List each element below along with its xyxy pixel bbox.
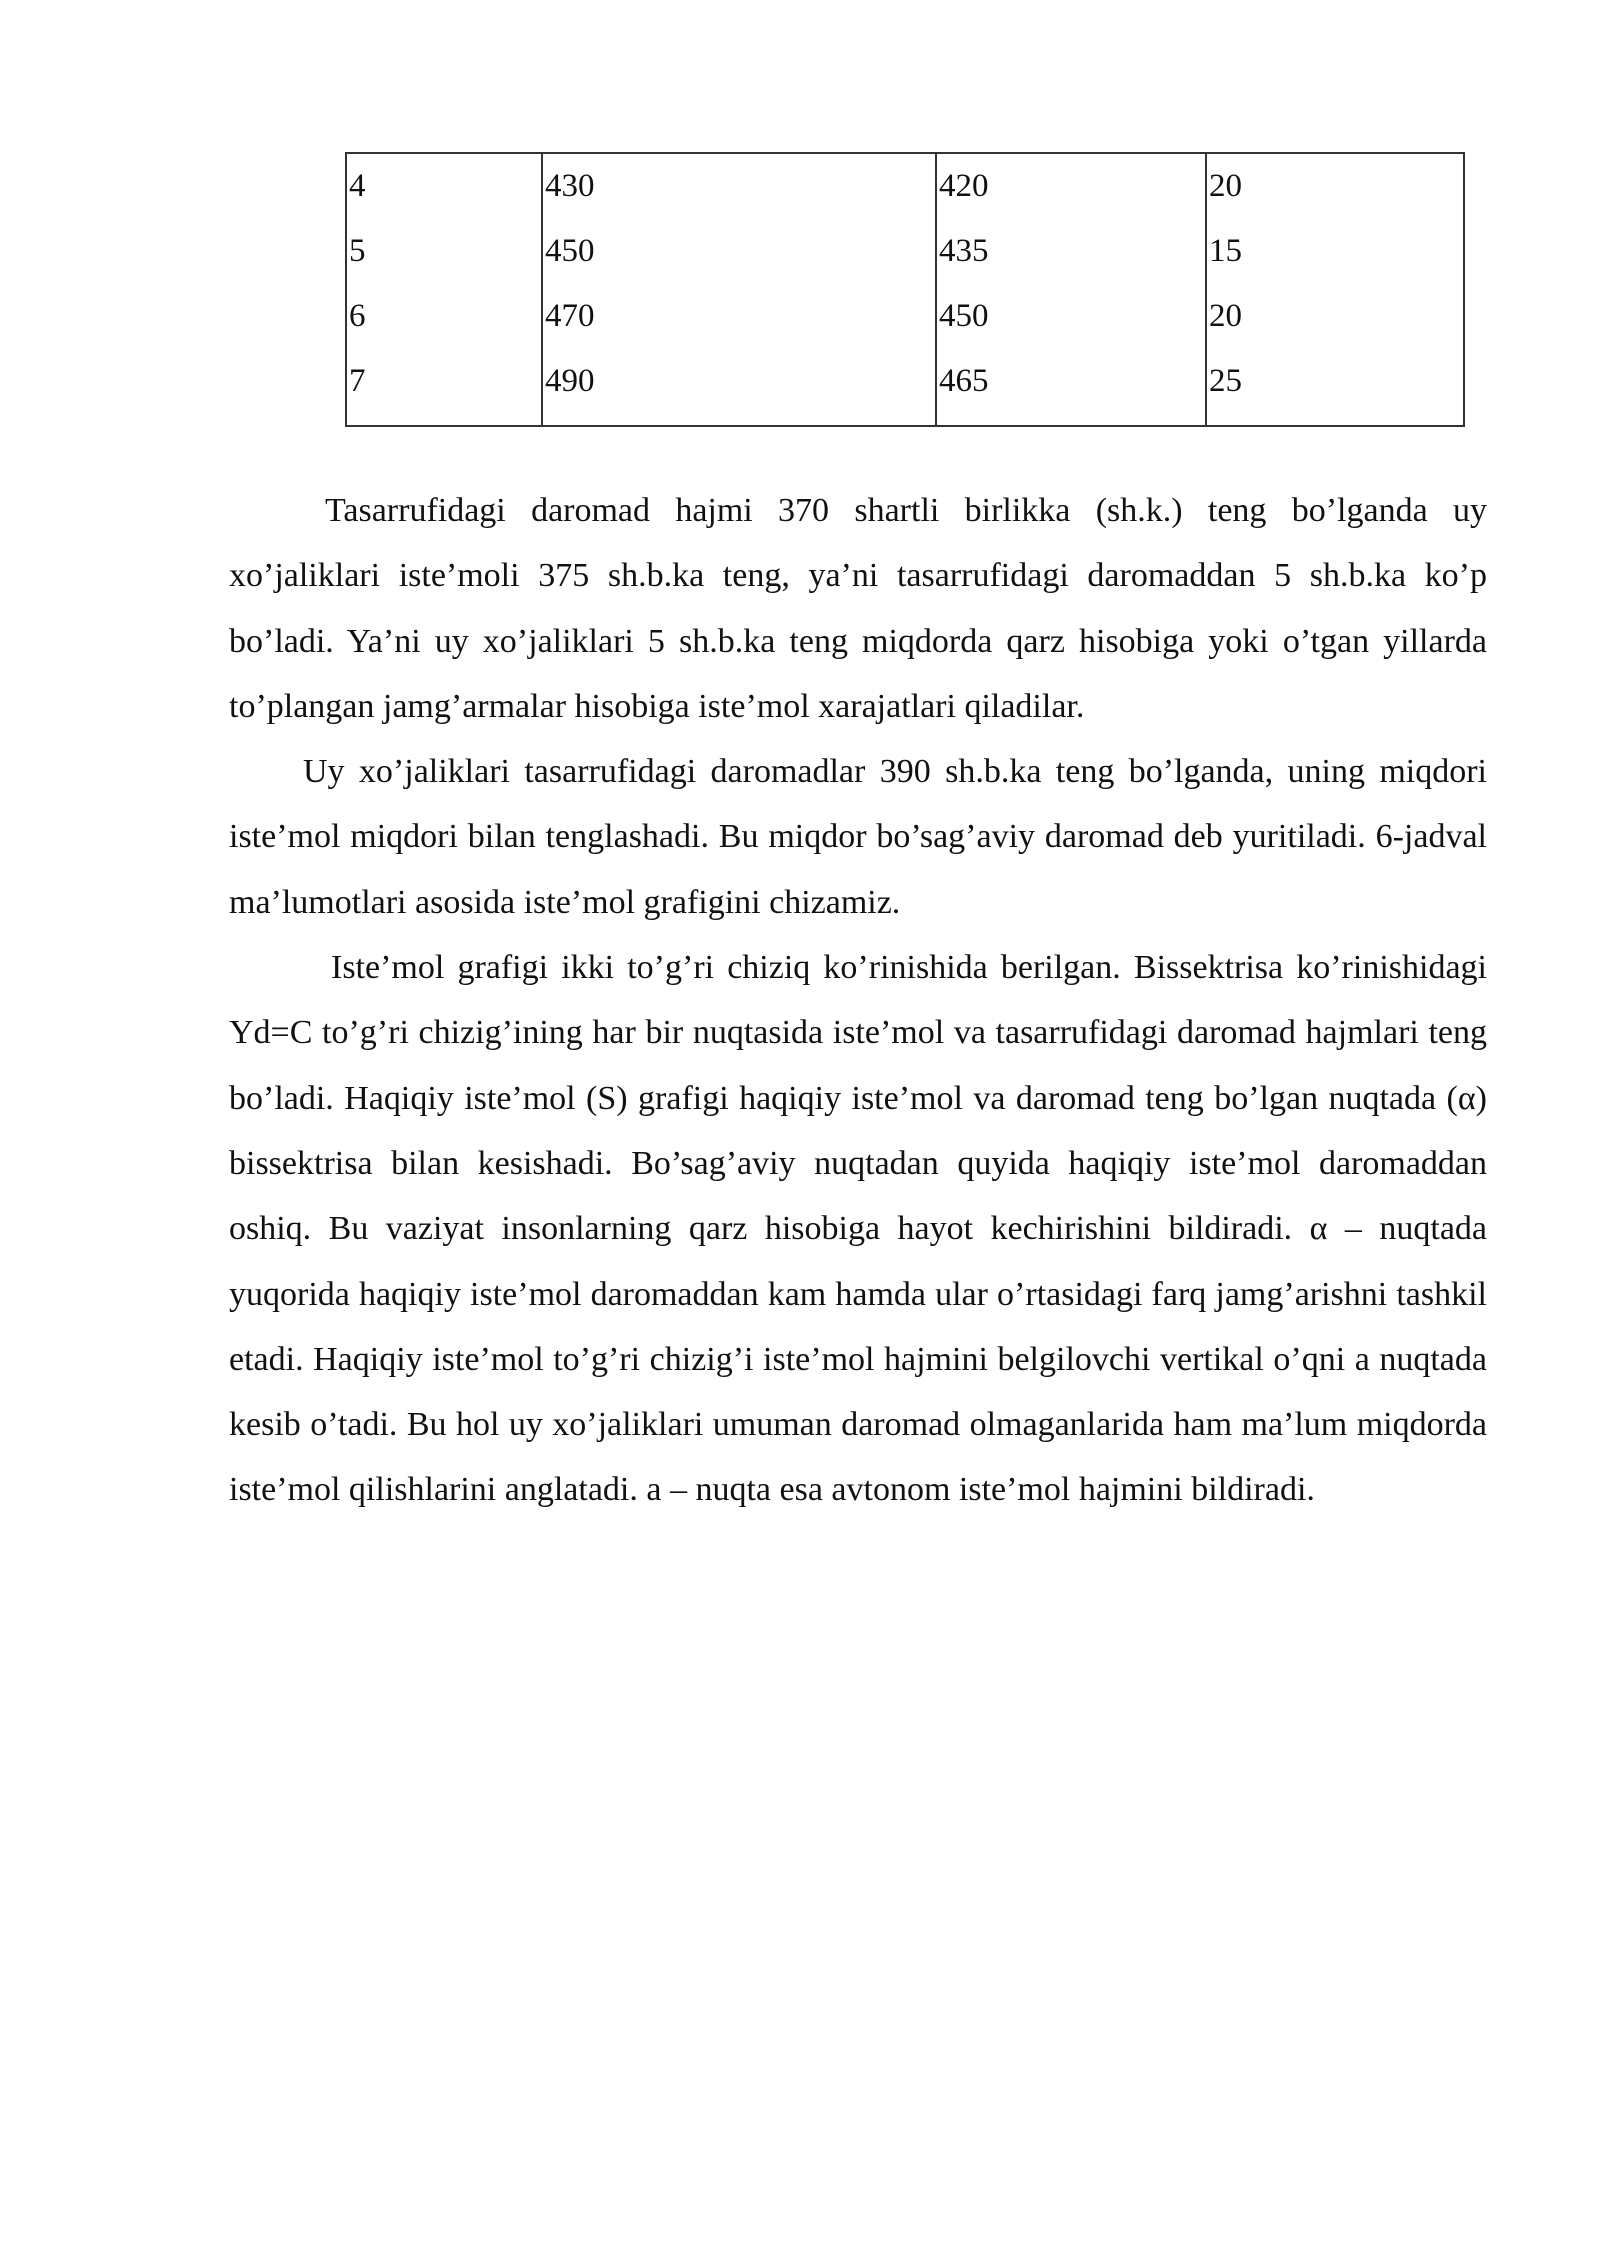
table-row — [346, 153, 1464, 219]
table-cell: 5 — [346, 219, 542, 284]
paragraph: Tasarrufidagi daromad hajmi 370 shartli birlikka (sh.k.) teng bo’lganda uy xo’jaliklari iste’moli 375 sh.b.ka teng, ya’ni tasarrufidagi daromaddan 5 sh.b.ka ko’p bo’ladi. Ya’ni uy xo’jaliklari 5 sh.b.ka teng miqdorda qarz hisobiga yoki o’tgan yillarda to’plangan jamg’armalar hisobiga iste’mol xarajatlari qiladilar. — [229, 492, 1487, 725]
paragraph: Iste’mol grafigi ikki to’g’ri chiziq ko’rinishida berilgan. Bissektrisa ko’rinishidagi Yd=C to’g’ri chizig’ining har bir nuqtasida iste’mol va tasarrufidagi daromad hajmlari teng bo’ladi. Haqiqiy iste’mol (S) grafigi haqiqiy iste’mol va daromad teng bo’lgan nuqtada (α) bissektrisa bilan kesishadi. Bo’sag’aviy nuqtadan quyida haqiqiy iste’mol daromaddan oshiq. Bu vaziyat insonlarning qarz hisobiga hayot kechirishini bildiradi. α – nuqtada yuqorida haqiqiy iste’mol daromaddan kam hamda ular o’rtasidagi farq jamg’arishni tashkil etadi. Haqiqiy iste’mol to’g’ri chizig’i iste’mol hajmini belgilovchi vertikal o’qni a nuqtada kesib o’tadi. Bu hol uy xo’jaliklari umuman daromad olmaganlarida ham ma’lum miqdorda iste’mol qilishlarini anglatadi. a – nuqta esa avtonom iste’mol hajmini bildiradi. — [229, 949, 1487, 1509]
table-cell: 20 — [1206, 284, 1464, 349]
table-cell: 450 — [542, 219, 936, 284]
table-cell: 470 — [542, 284, 936, 349]
table-cell: 4 — [346, 153, 542, 219]
table-cell: 20 — [1206, 153, 1464, 219]
body-text — [229, 478, 1487, 1523]
table-cell: 6 — [346, 284, 542, 349]
table-row — [346, 284, 1464, 349]
table-cell: 490 — [542, 349, 936, 426]
table-cell: 435 — [936, 219, 1206, 284]
table-cell: 15 — [1206, 219, 1464, 284]
data-table — [345, 152, 1465, 427]
table-cell: 465 — [936, 349, 1206, 426]
table-cell: 450 — [936, 284, 1206, 349]
table-cell: 25 — [1206, 349, 1464, 426]
table-cell: 7 — [346, 349, 542, 426]
table-cell: 420 — [936, 153, 1206, 219]
table-row — [346, 349, 1464, 426]
paragraph: Uy xo’jaliklari tasarrufidagi daromadlar 390 sh.b.ka teng bo’lganda, uning miqdori iste’mol miqdori bilan tenglashadi. Bu miqdor bo’sag’aviy daromad deb yuritiladi. 6-jadval ma’lumotlari asosida iste’mol grafigini chizamiz. — [229, 753, 1487, 921]
table-row — [346, 219, 1464, 284]
table-cell: 430 — [542, 153, 936, 219]
